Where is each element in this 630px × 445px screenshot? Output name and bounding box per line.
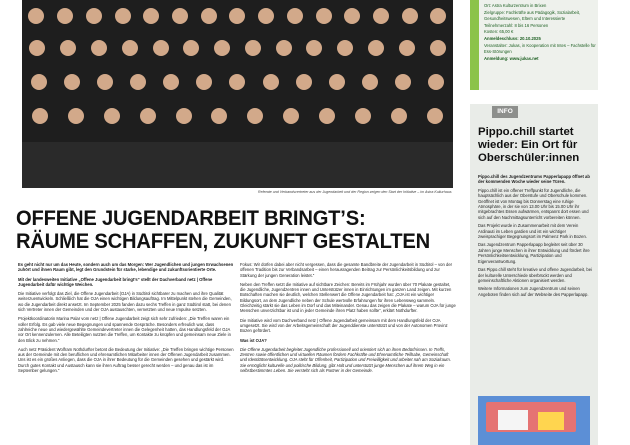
info-paragraph: Weitere Informationen zum Jugendzentrum und seinen Angeboten finden sich auf der Webseite des Papperlapapp. bbox=[478, 286, 589, 297]
accent-bar bbox=[470, 0, 479, 90]
group-photo bbox=[22, 0, 453, 188]
article-paragraph: Auch netz Präsident Wolfram Nothdurfter betont die Bedeutung der Initiative: „Die Treffen bringen wichtige Personen aus der Gemeinde mit den beruflichen und ehrenamtlichen Mitarbeiter innen der Offenen Jugendarbeit zusammen. Uns ist es ein großes Anliegen, dass die OJA in ihrer Bedeutung für die Gemeinden gesehen und gestärkt wird. Durch gutes Kontakt und Austausch kann sie ihren Auftrag besser gerecht werden – und genau das ist im September gelungen.“ bbox=[18, 346, 234, 374]
info-paragraph: Das Pippo.chill steht für kreative und offene Jugendarbeit, bei der kulturelle Unterschiede überbrückt werden und gemeinschaftliche Aktionen organisiert werden. bbox=[478, 267, 592, 283]
event-detail-line: Zielgruppe: Fachkräfte aus Pädagogik, Sozialarbeit, Gesundheitswesen, Eltern und Interessierte bbox=[484, 9, 581, 22]
info-tag: INFO bbox=[492, 106, 518, 118]
event-details-box bbox=[470, 0, 598, 90]
event-detail-line: Ort: Astra Kulturzentrum in Brixen bbox=[484, 3, 547, 8]
info-paragraph: Pippo.chill ist ein offener Treffpunkt für Jugendliche, die hauptsächlich aus der Oberstufe und Oberschule kommen. Geöffnet ist von Montag bis Donnerstag eine ruhige Atmosphäre, in der sie von 13.00 Uhr bis 15.00 Uhr ihr mitgebrachtes Essen aufwärmen, entspannt dort essen und sich auf den Nachmittagsunterricht vorbereiten können. bbox=[478, 187, 589, 220]
info-photo bbox=[478, 396, 590, 445]
event-detail-line: Anmeldeschluss: 20.10.2025 bbox=[484, 35, 541, 41]
article-paragraph: Die Initiative verfolgt das Ziel, die Offene Jugendarbeit (OJA) in Südtirol sichtbarer zu machen und ihre Qualität weiterzuentwickeln. Schließlich hat die OJA einen wichtigen Bildungsauftrag. Im Mittelpunkt stehen die Gemeinden, wo die Jugendarbeit direkt ansetzt. Im September 2025 fanden dazu sechs Treffen in ganz Südtirol statt, bei denen sich Vertreter innen der Gemeinden und der OJA austauschten, vernetzten und neue Impulse setzten. bbox=[18, 291, 232, 313]
article-paragraph: Die Initiative wird vom Dachverband netz | Offene Jugendarbeit gemeinsam mit dem Handlungsfeld der OJA umgesetzt. Sie wird von der Arbeitsgemeinschaft der Jugenddienste unterstützt und von der Autonomen Provinz Bozen gefördert. bbox=[240, 317, 448, 334]
article-paragraph: Die Offene Jugendarbeit begleitet Jugendliche professionell und orientiert sich an ihren Bedürfnissen. In Treffs, Zentren sowie öffentlichen und virtuellen Räumen fördern Fachkräfte und Ehrenamtliche Teilhabe, Gemeinschaft und Identitätsentwicklung. OJA steht für Offenheit, Partizipation und Freiwilligkeit und arbeitet nah am Sozialraum. Sie ermöglicht kulturelle und politische Bildung, gibt Halt und unterstützt junge Menschen auf ihrem Weg in ein selbstbestimmtes Leben. Sie versteht sich als Partner in der Gemeinde. bbox=[240, 346, 451, 374]
article-lead: Es geht nicht nur um das Heute, sondern auch um das Morgen: Wer Jugendlichen und jungen Erwachsenen zuhört und ihnen Raum gibt, legt den Grundstein für starke, lebendige und zukunftsorientierte Orte. bbox=[18, 262, 234, 273]
event-detail-line: Teilnehmerzahl: 8 bis 16 Personen bbox=[484, 22, 549, 28]
photo-caption: Referate und Verbandsvertreter aus der Jugendarbeit und der Region zeigen den Start der Initiative – im Astra Kulturhaus bbox=[258, 190, 452, 194]
info-body bbox=[478, 174, 595, 300]
event-detail-line: Veranstalter: Jukas, in Kooperation mit Intes – Fachstelle für Ess-Störungen bbox=[484, 42, 596, 55]
article-paragraph: Projektkoordinatorin Marina Palar vom netz | Offene Jugendarbeit zeigt sich sehr zufrieden: „Die Treffen waren ein voller Erfolg. Es gab viele neue Begegnungen und spannende Gespräche. Besonders erfreulich war, dass zahlreiche neue und wiedergewählte Gemeindevertreter innen die Gelegenheit hatten, das Handlungsfeld der OJA vor Ort kennenzulernen. Alle Beteiligten nutzten die Treffen, um Kontakte zu knüpfen und gemeinsam neue Ziele in den Blick zu nehmen.“ bbox=[18, 316, 231, 343]
article-lead-2: Mit der landesweiten Initiative „Offene Jugendarbeit bringt’s“ stellt der Dachverband netz | Offene Jugendarbeit dafür wichtige Weichen. bbox=[18, 276, 213, 287]
article-paragraph: Neben den Treffen setzt die Initiative auf sichtbare Zeichen: Bereits im Frühjahr wurden über 70 Plakate gestaltet, die Jugendliche, Jugendzentren innen und Unterstützer innen in Einrichtungen im ganzen Land zeigen. Mit kurzen Botschaften machen sie deutlich, welchen Stellenwert die Offene Jugendarbeit hat: „OJA ist ein wichtiger Bildungsort, an dem Jugendliche neben der Schule wertvolle Erfahrungen für ihren Lebensweg sammeln. Gleichzeitig stärkt sie das Leben im Dorf und das Miteinander. Genau das zeigen die Plakate – warum OJA für junge Menschen unverzichtbar ist und in jeder Gemeinde ihren Platz haben sollte“, erklärt Nothdurfter. bbox=[240, 281, 456, 314]
article-column-1 bbox=[18, 262, 234, 377]
event-detail-line: Kosten: 65,00 € bbox=[484, 29, 514, 35]
info-paragraph: Das Projekt wurde in Zusammenarbeit mit dem Verein Ardinauti im Leben gardien und ist ein wichtiger zweisprachiger Begegnungsort im Palmenz Park in Bozen. bbox=[478, 223, 587, 240]
article-headline: OFFENE JUGENDARBEIT BRINGT’S: RÄUME SCHAFFEN, ZUKUNFT GESTALTEN bbox=[16, 207, 431, 253]
info-paragraph: Das Jugendzentrum Papperlapapp begleitet seit über 30 Jahren junge Menschen in ihrer Entwicklung und fördert ihre Persönlichkeitsentwicklung, Partizipation und Eigenverantwortung. bbox=[478, 242, 590, 264]
event-detail-link[interactable]: Anmeldung: www.jukas.net bbox=[484, 55, 539, 61]
info-paragraph: Pippo.chill des Jugendzentrums Papperlapapp öffnet ab der kommenden Woche wieder seine Türen. bbox=[478, 174, 590, 185]
article-subheading: Was ist OJA? bbox=[240, 337, 267, 343]
article-column-2 bbox=[240, 262, 456, 377]
article-paragraph: Fokus: Wir dürfen dabei aber nicht vergessen, dass die gesamte Bandbreite der Jugendarbeit in Südtirol – von der offenen Tradition bis zur Verbandsarbeit – einen herausragenden Beitrag zur Persönlichkeitsbildung und zur Stärkung der jungen Generation leistet.“ bbox=[240, 262, 453, 278]
info-title: Pippo.chill startet wieder: Ein Ort für Oberschüler:innen bbox=[478, 126, 580, 164]
article-body bbox=[18, 262, 456, 377]
